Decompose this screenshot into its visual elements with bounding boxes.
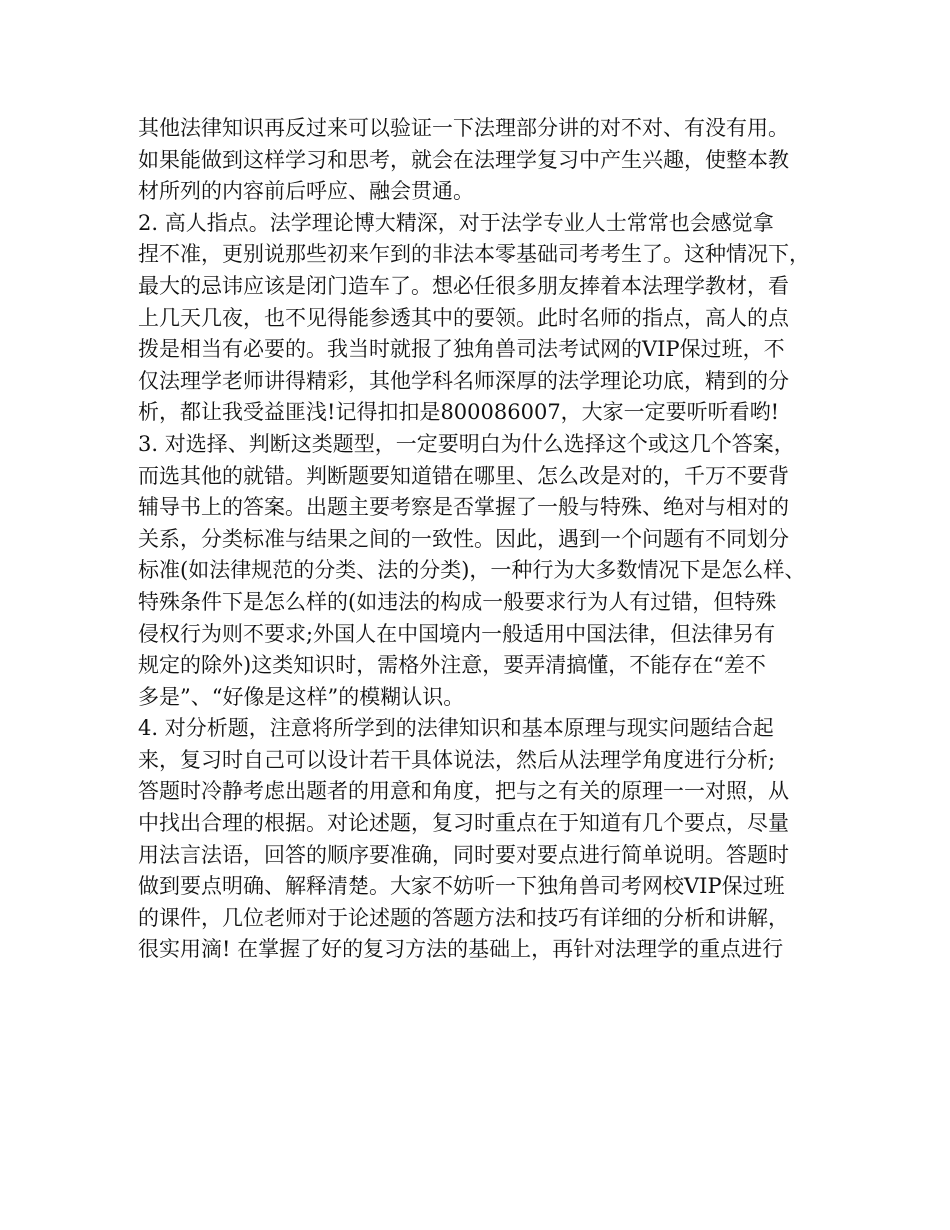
body-text: [138, 113, 828, 966]
text-line: 拨是相当有必要的。我当时就报了独角兽司法考试网的VIP保过班，不: [138, 337, 785, 362]
text-line: 标准(如法律规范的分类、法的分类)，一种行为大多数情况下是怎么样、: [138, 558, 806, 583]
text-line: 而选其他的就错。判断题要知道错在哪里、怎么改是对的，千万不要背: [138, 463, 789, 488]
text-line: 多是”、“好像是这样”的模糊认识。: [138, 684, 465, 709]
text-line: 如果能做到这样学习和思考，就会在法理学复习中产生兴趣，使整本教: [138, 147, 789, 172]
text-line: 特殊条件下是怎么样的(如违法的构成一般要求行为人有过错，但特殊: [138, 589, 777, 614]
text-line: 关系，分类标准与结果之间的一致性。因此，遇到一个问题有不同划分: [138, 526, 789, 551]
text-line: 析，都让我受益匪浅!记得扣扣是800086007，大家一定要听听看哟!: [138, 400, 780, 425]
text-line: 很实用滴! 在掌握了好的复习方法的基础上，再针对法理学的重点进行: [138, 937, 784, 962]
text-line: 用法言法语，回答的顺序要准确，同时要对要点进行简单说明。答题时: [138, 842, 789, 867]
text-line: 3. 对选择、判断这类题型，一定要明白为什么选择这个或这几个答案，: [138, 431, 795, 456]
text-line: 最大的忌讳应该是闭门造车了。想必任很多朋友捧着本法理学教材，看: [138, 273, 789, 298]
text-line: 捏不准，更别说那些初来乍到的非法本零基础司考考生了。这种情况下，: [138, 242, 810, 267]
text-line: 中找出合理的根据。对论述题，复习时重点在于知道有几个要点，尽量: [138, 811, 789, 836]
text-line: 答题时冷静考虑出题者的用意和角度，把与之有关的原理一一对照，从: [138, 779, 789, 804]
text-line: 仅法理学老师讲得精彩，其他学科名师深厚的法学理论功底，精到的分: [138, 368, 789, 393]
text-line: 辅导书上的答案。出题主要考察是否掌握了一般与特殊、绝对与相对的: [138, 495, 789, 520]
text-line: 来，复习时自己可以设计若干具体说法，然后从法理学角度进行分析;: [138, 747, 776, 772]
text-line: 其他法律知识再反过来可以验证一下法理部分讲的对不对、有没有用。: [138, 116, 789, 140]
text-line: 规定的除外)这类知识时，需格外注意，要弄清搞懂，不能存在“差不: [138, 653, 766, 678]
text-line: 4. 对分析题，注意将所学到的法律知识和基本原理与现实问题结合起: [138, 716, 774, 741]
text-line: 上几天几夜，也不见得能参透其中的要领。此时名师的指点，高人的点: [138, 305, 789, 330]
text-line: 侵权行为则不要求;外国人在中国境内一般适用中国法律，但法律另有: [138, 621, 776, 646]
text-line: 2. 高人指点。法学理论博大精深，对于法学专业人士常常也会感觉拿: [138, 210, 774, 235]
text-line: 的课件，几位老师对于论述题的答题方法和技巧有详细的分析和讲解，: [138, 905, 789, 930]
text-line: 材所列的内容前后呼应、融会贯通。: [138, 179, 474, 204]
text-line: 做到要点明确、解释清楚。大家不妨听一下独角兽司考网校VIP保过班: [138, 874, 785, 899]
